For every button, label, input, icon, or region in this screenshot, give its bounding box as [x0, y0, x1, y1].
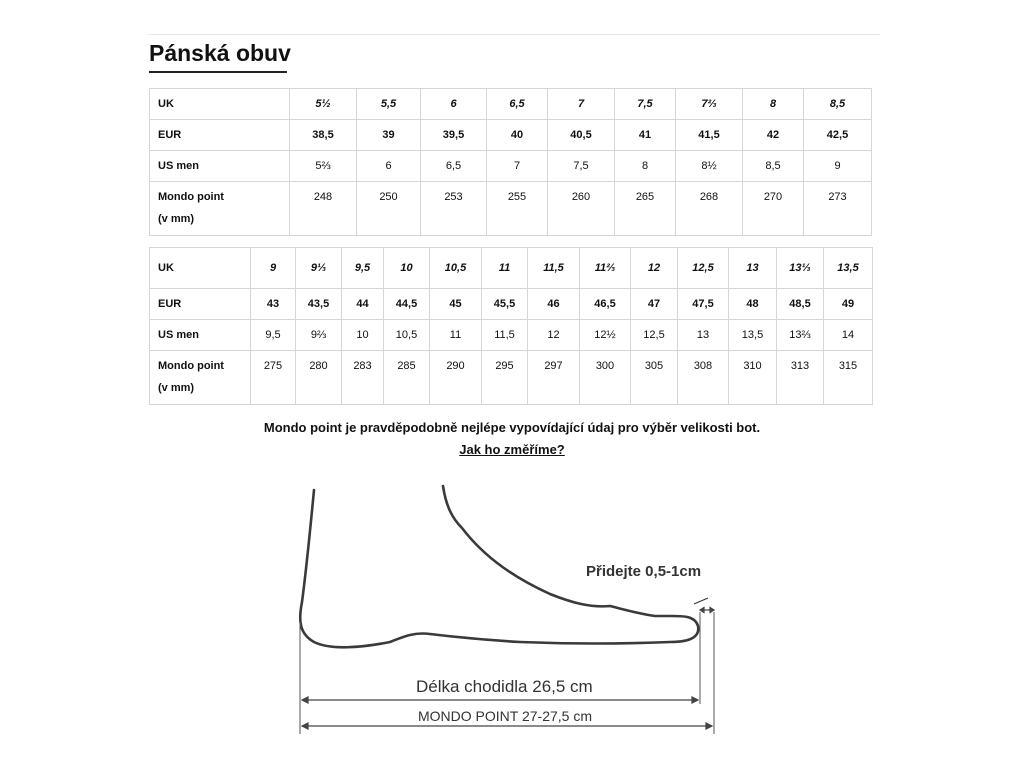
top-divider — [148, 34, 880, 35]
add-length-label: Přidejte 0,5-1cm — [586, 563, 702, 580]
us-men-row — [150, 320, 873, 351]
row-label-mondo-point — [150, 182, 290, 236]
eur-size-cell: 48 — [729, 289, 777, 320]
uk-size-cell: 10 — [384, 248, 430, 289]
mondo-point-row — [150, 351, 873, 405]
uk-size-cell: 5,5 — [357, 89, 421, 120]
add-label-leader — [694, 598, 708, 604]
uk-size-cell: 12,5 — [678, 248, 729, 289]
uk-size-cell: 7⅔ — [676, 89, 743, 120]
uk-size-cell: 13⅓ — [777, 248, 824, 289]
us-size-cell: 12½ — [580, 320, 631, 351]
mondo-size-cell: 253 — [421, 182, 487, 236]
uk-size-cell: 7,5 — [615, 89, 676, 120]
page-title: Pánská obuv — [149, 40, 291, 66]
mondo-size-cell: 250 — [357, 182, 421, 236]
eur-size-cell: 43 — [251, 289, 296, 320]
us-size-cell: 8,5 — [743, 151, 804, 182]
eur-size-cell: 46 — [528, 289, 580, 320]
mondo-size-cell: 268 — [676, 182, 743, 236]
title-underline — [149, 71, 287, 73]
uk-size-cell: 9⅓ — [296, 248, 342, 289]
size-table-2 — [149, 247, 873, 405]
mondo-point-note: Mondo point je pravděpodobně nejlépe vypovídající údaj pro výběr velikosti bot. — [263, 420, 761, 435]
uk-row — [150, 248, 873, 289]
mondo-size-cell: 295 — [482, 351, 528, 405]
uk-size-cell: 5½ — [290, 89, 357, 120]
eur-size-cell: 43,5 — [296, 289, 342, 320]
us-size-cell: 13 — [678, 320, 729, 351]
foot-measurement-diagram — [280, 472, 740, 740]
mondo-size-cell: 265 — [615, 182, 676, 236]
us-size-cell: 9⅔ — [296, 320, 342, 351]
eur-size-cell: 40 — [487, 120, 548, 151]
foot-length-label: Délka chodidla 26,5 cm — [416, 677, 593, 696]
row-label-eur: EUR — [150, 289, 251, 320]
mondo-size-cell: 260 — [548, 182, 615, 236]
mondo-label-line1: Mondo point — [158, 191, 224, 203]
size-table-1 — [149, 88, 872, 236]
uk-size-cell: 12 — [631, 248, 678, 289]
uk-row — [150, 89, 872, 120]
uk-size-cell: 9,5 — [342, 248, 384, 289]
us-size-cell: 6,5 — [421, 151, 487, 182]
uk-size-cell: 6,5 — [487, 89, 548, 120]
uk-size-cell: 10,5 — [430, 248, 482, 289]
mondo-label-line1: Mondo point — [158, 360, 224, 372]
mondo-size-cell: 310 — [729, 351, 777, 405]
mondo-size-cell: 270 — [743, 182, 804, 236]
eur-row — [150, 120, 872, 151]
eur-size-cell: 39 — [357, 120, 421, 151]
row-label-uk: UK — [150, 248, 251, 289]
us-size-cell: 8½ — [676, 151, 743, 182]
row-label-us-men: US men — [150, 320, 251, 351]
us-size-cell: 6 — [357, 151, 421, 182]
uk-size-cell: 8,5 — [804, 89, 872, 120]
mondo-size-cell: 300 — [580, 351, 631, 405]
mondo-size-cell: 290 — [430, 351, 482, 405]
eur-size-cell: 39,5 — [421, 120, 487, 151]
mondo-size-cell: 308 — [678, 351, 729, 405]
uk-size-cell: 6 — [421, 89, 487, 120]
mondo-size-cell: 297 — [528, 351, 580, 405]
us-size-cell: 12 — [528, 320, 580, 351]
mondo-label-line2: (v mm) — [158, 213, 195, 225]
eur-row — [150, 289, 873, 320]
mondo-size-cell: 315 — [824, 351, 873, 405]
us-size-cell: 8 — [615, 151, 676, 182]
row-label-uk: UK — [150, 89, 290, 120]
uk-size-cell: 13,5 — [824, 248, 873, 289]
mondo-size-cell: 280 — [296, 351, 342, 405]
mondo-label-line2: (v mm) — [158, 382, 195, 394]
us-size-cell: 7,5 — [548, 151, 615, 182]
eur-size-cell: 45,5 — [482, 289, 528, 320]
eur-size-cell: 38,5 — [290, 120, 357, 151]
mondo-size-cell: 285 — [384, 351, 430, 405]
mondo-size-cell: 248 — [290, 182, 357, 236]
eur-size-cell: 45 — [430, 289, 482, 320]
us-size-cell: 11,5 — [482, 320, 528, 351]
uk-size-cell: 13 — [729, 248, 777, 289]
mondo-size-cell: 255 — [487, 182, 548, 236]
us-size-cell: 5⅔ — [290, 151, 357, 182]
us-size-cell: 11 — [430, 320, 482, 351]
us-size-cell: 13⅔ — [777, 320, 824, 351]
us-size-cell: 10,5 — [384, 320, 430, 351]
how-to-measure-link[interactable]: Jak ho změříme? — [459, 442, 565, 457]
eur-size-cell: 42,5 — [804, 120, 872, 151]
us-size-cell: 12,5 — [631, 320, 678, 351]
uk-size-cell: 8 — [743, 89, 804, 120]
eur-size-cell: 46,5 — [580, 289, 631, 320]
row-label-us-men: US men — [150, 151, 290, 182]
row-label-eur: EUR — [150, 120, 290, 151]
uk-size-cell: 11,5 — [528, 248, 580, 289]
row-label-mondo-point — [150, 351, 251, 405]
uk-size-cell: 7 — [548, 89, 615, 120]
us-size-cell: 7 — [487, 151, 548, 182]
eur-size-cell: 49 — [824, 289, 873, 320]
us-size-cell: 9,5 — [251, 320, 296, 351]
mondo-size-cell: 313 — [777, 351, 824, 405]
uk-size-cell: 11 — [482, 248, 528, 289]
eur-size-cell: 41,5 — [676, 120, 743, 151]
eur-size-cell: 40,5 — [548, 120, 615, 151]
eur-size-cell: 41 — [615, 120, 676, 151]
eur-size-cell: 48,5 — [777, 289, 824, 320]
mondo-point-row — [150, 182, 872, 236]
mondo-size-cell: 275 — [251, 351, 296, 405]
eur-size-cell: 42 — [743, 120, 804, 151]
us-men-row — [150, 151, 872, 182]
uk-size-cell: 9 — [251, 248, 296, 289]
mondo-size-cell: 273 — [804, 182, 872, 236]
mondo-size-cell: 305 — [631, 351, 678, 405]
us-size-cell: 14 — [824, 320, 873, 351]
us-size-cell: 10 — [342, 320, 384, 351]
uk-size-cell: 11⅔ — [580, 248, 631, 289]
eur-size-cell: 44 — [342, 289, 384, 320]
mondo-point-label: MONDO POINT 27-27,5 cm — [418, 708, 593, 724]
eur-size-cell: 47,5 — [678, 289, 729, 320]
foot-length-dimension — [302, 697, 698, 703]
mondo-size-cell: 283 — [342, 351, 384, 405]
eur-size-cell: 44,5 — [384, 289, 430, 320]
eur-size-cell: 47 — [631, 289, 678, 320]
us-size-cell: 13,5 — [729, 320, 777, 351]
us-size-cell: 9 — [804, 151, 872, 182]
extra-space-arrow — [700, 608, 714, 613]
